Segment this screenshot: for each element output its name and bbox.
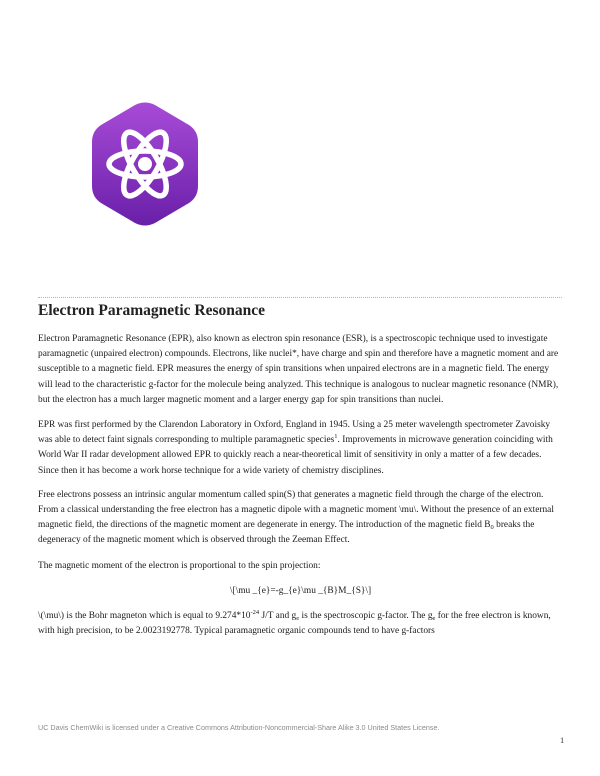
paragraph-bohr xyxy=(38,609,563,639)
paragraph-spin xyxy=(38,488,563,549)
page-title: Electron Paramagnetic Resonance xyxy=(38,302,265,319)
g-subscript: e xyxy=(432,615,436,623)
history-text-end: . Improvements in microwave generation coinciding with World War II radar development allowed EPR to quickly reach a near-theoretical limit of sensitivity in only a matter of a few decades. Since then it has become a work horse technique for a wide variety of chemistry disciplines. xyxy=(38,435,553,476)
logo-atom-icon xyxy=(90,100,200,228)
history-text-start: EPR was first performed by the Clarendon Laboratory in Oxford, England in 1945. Using a 25 meter wavelength spectrometer Zavoisky was able to detect faint signals corresponding to multiple paramagnetic species xyxy=(38,420,551,446)
g-subscript: e xyxy=(296,615,300,623)
bohr-text-2: J/T and g xyxy=(259,611,297,622)
bohr-text-3: is the spectroscopic g-factor. The g xyxy=(299,611,433,622)
spin-text-end: breaks the degeneracy of the magnetic moment which is observed through the Zeeman Effect. xyxy=(38,520,535,546)
paragraph-moment: The magnetic moment of the electron is proportional to the spin projection: xyxy=(38,560,321,571)
paragraph-intro: Electron Paramagnetic Resonance (EPR), also known as electron spin resonance (ESR), is a spectroscopic technique used to investigate paramagnetic (unpaired electron) compounds. Electrons, like nuclei*, have charge and spin and therefore have a magnetic moment and are susceptible to a magnetic field. EPR measures the energy of spin transitions when unpaired electrons are in a magnetic field. The energy will lead to the characteristic g-factor for the molecule being analyzed. This technique is analogous to nuclear magnetic resonance (NMR), but the electron has a much larger magnetic moment and a larger energy gap for spin transitions than nuclei. xyxy=(38,334,559,405)
equation: \[\mu _{e}=-g_{e}\mu _{B}M_{S}\] xyxy=(229,585,372,596)
footnote-ref[interactable]: 1 xyxy=(334,433,338,441)
page-number: 1 xyxy=(560,735,565,745)
bohr-text-1: \(\mu\) is the Bohr magneton which is equal to 9.274*10 xyxy=(38,611,251,622)
paragraph-history xyxy=(38,418,563,479)
article-body xyxy=(38,332,563,649)
spin-text-start: Free electrons possess an intrinsic angular momentum called spin(S) that generates a magnetic field through the charge of the electron. From a classical understanding the free electron has a magnetic dipole with a magnetic moment \mu\. Without the presence of an external magnetic field, the directions of the magnetic moment are degenerate in energy. The introduction of the magnetic field B xyxy=(38,489,554,531)
field-subscript: 0 xyxy=(490,524,494,532)
section-divider xyxy=(38,297,562,298)
license-footer: UC Davis ChemWiki is licensed under a Creative Commons Attribution-Noncommercial-Share Alike 3.0 United States License. xyxy=(38,723,440,732)
bohr-text-4: for the free electron is known, with high precision, to be 2.0023192778. Typical paramagnetic organic compounds tend to have g-factors xyxy=(38,611,551,637)
exponent: -24 xyxy=(250,609,260,617)
